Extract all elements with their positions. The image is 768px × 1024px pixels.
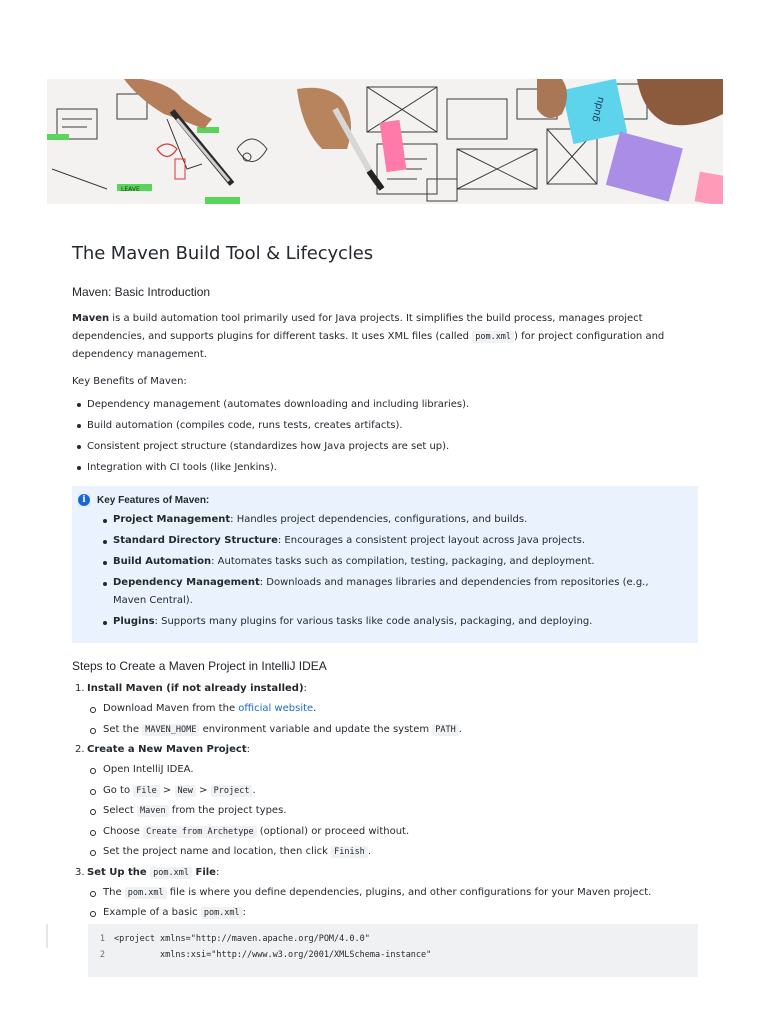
step-2: 2. Create a New Maven Project: Open IntelliJ IDEA. Go to File > New > Project . Select Maven from the project types. Choose Create from Archetype (optional) or proceed without. Set the project name and location, then click Finish . (72, 740, 698, 863)
feature-term: Dependency Management (113, 577, 260, 588)
code-line (88, 931, 698, 947)
inline-code: New (175, 785, 196, 797)
feature-desc: : Automates tasks such as compilation, testing, packaging, and deployment. (211, 556, 595, 567)
article-content (72, 243, 698, 924)
inline-code: PATH (432, 724, 458, 736)
feature-desc: : Downloads and manages libraries and dependencies from repositories (e.g., Maven Central). (113, 577, 649, 606)
line-number: 2 (99, 950, 105, 960)
info-panel-header (78, 492, 698, 508)
benefits-list (72, 394, 698, 478)
list-item: Choose Create from Archetype (optional) or proceed without. (103, 822, 698, 843)
intro-heading: Maven: Basic Introduction (72, 285, 211, 299)
feature-term: Standard Directory Structure (113, 535, 278, 546)
feature-term: Build Automation (113, 556, 212, 567)
code-text: xmlns:xsi="http://www.w3.org/2001/XMLSchema-instance" (114, 950, 432, 960)
step-title: Install Maven (if not already installed) (87, 683, 304, 694)
list-item: Dependency management (automates downloading and including libraries). (72, 394, 698, 415)
list-item (113, 613, 678, 631)
inline-code: pom.xml (125, 887, 167, 899)
benefits-label: Key Benefits of Maven: (72, 376, 187, 387)
steps-heading: Steps to Create a Maven Project in IntelliJ IDEA (72, 659, 327, 673)
banner-sign-text: LEAVE (121, 186, 140, 193)
feature-desc: : Supports many plugins for various tasks like code analysis, packaging, and deploying. (154, 616, 593, 627)
list-item: Integration with CI tools (like Jenkins). (72, 457, 698, 478)
code-text: <project xmlns="http://maven.apache.org/POM/4.0.0" (114, 934, 370, 944)
step-3: 3. Set Up the pom.xml File: The pom.xml file is where you define dependencies, plugins, and other configurations for your Maven project. Example of a basic pom.xml : (72, 863, 698, 924)
official-website-link[interactable]: official website (238, 703, 314, 714)
features-list (78, 511, 698, 631)
line-number: 1 (99, 934, 105, 944)
step-number: 3. (75, 866, 85, 878)
step-title: Set Up the pom.xml File (87, 866, 216, 878)
list-item: Example of a basic pom.xml : (103, 903, 698, 924)
list-item (113, 511, 678, 529)
info-icon: i (78, 494, 90, 506)
list-item: Build automation (compiles code, runs tests, creates artifacts). (72, 415, 698, 436)
pom-inline-code: pom.xml (472, 331, 514, 343)
inline-code: pom.xml (201, 907, 243, 919)
feature-term: Plugins (113, 616, 155, 627)
step-number: 1. (75, 683, 85, 694)
list-item (113, 532, 678, 550)
list-item: Set the MAVEN_HOME environment variable and update the system PATH . (103, 720, 698, 741)
code-block[interactable] (88, 924, 698, 977)
list-item (113, 553, 678, 571)
inline-code: Project (211, 785, 253, 797)
inline-code: MAVEN_HOME (142, 724, 199, 736)
steps-list (72, 679, 698, 924)
intro-text-1: is a build automation tool primarily used for Java projects. It simplifies the build process, manages project dependencies, and supports plugins for different tasks. It uses XML files (called (72, 313, 643, 342)
list-item (113, 574, 678, 610)
inline-code: File (133, 785, 159, 797)
page-title: The Maven Build Tool & Lifecycles (72, 243, 374, 264)
step-title: Create a New Maven Project (87, 744, 247, 755)
inline-code: Maven (137, 805, 169, 817)
maven-term: Maven (72, 313, 110, 324)
list-item: The pom.xml file is where you define dependencies, plugins, and other configurations for your Maven project. (103, 883, 698, 904)
code-line (88, 947, 698, 963)
step-number: 2. (75, 744, 85, 755)
inline-code: Finish (331, 846, 368, 858)
inline-code: Create from Archetype (143, 826, 256, 838)
list-item: Open IntelliJ IDEA. (103, 760, 698, 781)
list-item: Consistent project structure (standardizes how Java projects are set up). (72, 436, 698, 457)
code-scroll-edge (46, 924, 48, 948)
intro-paragraph (72, 310, 698, 364)
feature-desc: : Encourages a consistent project layout across Java projects. (277, 535, 586, 546)
list-item: Download Maven from the official website. (103, 699, 698, 720)
list-item: Select Maven from the project types. (103, 801, 698, 822)
list-item: Go to File > New > Project . (103, 781, 698, 802)
feature-desc: : Handles project dependencies, configurations, and builds. (230, 514, 528, 525)
intro-text-2: ) for project configuration and dependency management. (72, 331, 665, 360)
banner-illustration (47, 79, 723, 204)
list-item: Set the project name and location, then click Finish . (103, 842, 698, 863)
info-panel-title: Key Features of Maven: (97, 494, 210, 506)
info-panel (72, 486, 698, 643)
step-1: 1. Install Maven (if not already installed): Download Maven from the official website. Set the MAVEN_HOME environment variable and update the system PATH . (72, 679, 698, 740)
banner-image (47, 79, 723, 204)
banner-note-text: gudu (589, 95, 607, 123)
inline-code: pom.xml (150, 867, 192, 879)
feature-term: Project Management (113, 514, 231, 525)
